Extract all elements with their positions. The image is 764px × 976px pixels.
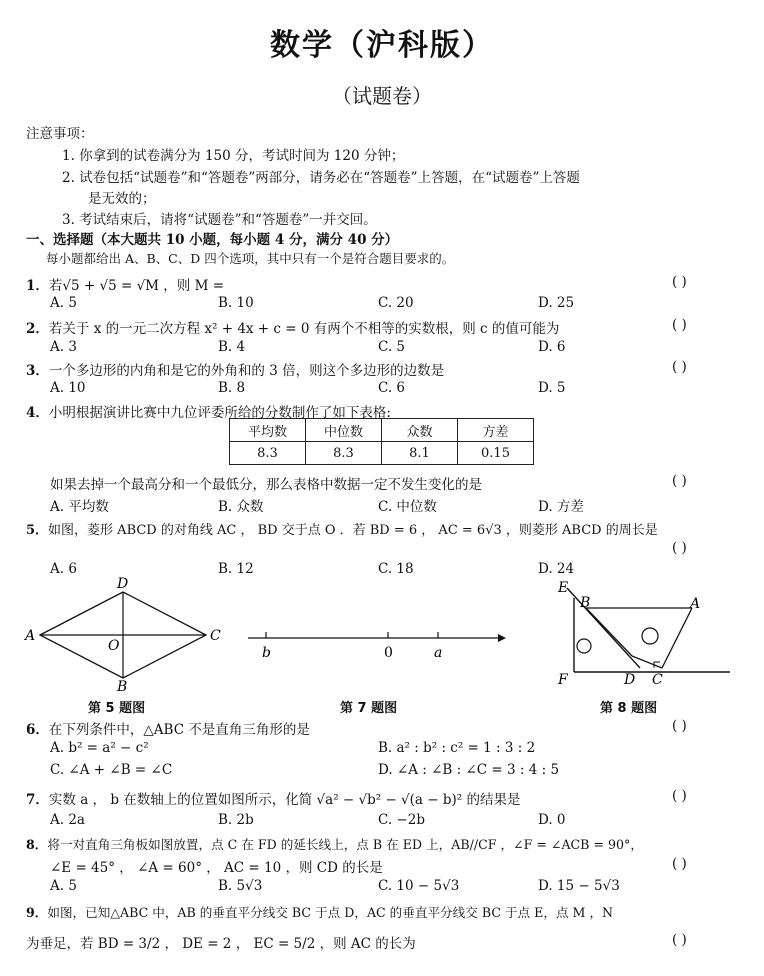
label-b: b — [262, 645, 271, 661]
option-b: B. 12 — [218, 561, 254, 577]
table-row — [230, 442, 534, 465]
option-a: A. 2a — [50, 812, 85, 828]
table-header: 中位数 — [306, 419, 382, 442]
question-6 — [26, 718, 310, 738]
question-stem: 实数 a ， b 在数轴上的位置如图所示，化简 √a² − √b² − √(a − b)² 的结果是 — [48, 792, 521, 808]
option-b: B. 2b — [218, 812, 254, 828]
answer-paren: ( ) — [672, 359, 687, 375]
option-a: A. 5 — [50, 878, 77, 894]
page-title: 数学（沪科版） — [270, 28, 494, 63]
question-stem: 如图，已知△ABC 中，AB 的垂直平分线交 BC 于点 D，AC 的垂直平分线交 BC 于点 E，点 M ，N — [47, 905, 614, 920]
question-stem: 若√5 + √5 = √M ，则 M = — [48, 278, 225, 294]
table-cell: 0.15 — [458, 442, 534, 465]
question-3 — [26, 359, 444, 379]
section-intro: 每小题都给出 A、B、C、D 四个选项，其中只有一个是符合题目要求的。 — [46, 251, 455, 266]
option-d: D. 24 — [538, 561, 575, 577]
question-number: 4． — [26, 405, 49, 421]
figure-8-set-squares — [550, 580, 750, 690]
answer-paren: ( ) — [672, 473, 687, 489]
figure-5-caption: 第 5 题图 — [88, 701, 146, 716]
answer-paren: ( ) — [672, 540, 687, 556]
question-number: 1． — [26, 278, 49, 294]
section-heading: 一、选择题（本大题共 10 小题，每小题 4 分，满分 40 分） — [26, 232, 399, 248]
option-c: C. 中位数 — [378, 499, 437, 515]
figure-7-caption: 第 7 题图 — [340, 701, 398, 716]
answer-paren: ( ) — [672, 856, 687, 872]
question-2 — [26, 317, 559, 337]
option-c: C. 18 — [378, 561, 414, 577]
label-a: a — [434, 645, 443, 661]
question-9 — [26, 902, 613, 921]
table-cell: 8.3 — [306, 442, 382, 465]
hole-circle — [577, 639, 591, 653]
option-a: A. 3 — [50, 339, 77, 355]
label-0: 0 — [384, 645, 393, 661]
option-d: D. ∠A : ∠B : ∠C = 3 : 4 : 5 — [378, 762, 560, 778]
option-d: D. 25 — [538, 295, 575, 311]
question-stem: 将一对直角三角板如图放置，点 C 在 FD 的延长线上，点 B 在 ED 上，AB//CF ，∠F = ∠ACB = 90°， — [47, 837, 643, 852]
table-header-row — [230, 419, 534, 442]
label-c: C — [210, 628, 221, 644]
option-b: B. a² : b² : c² = 1 : 3 : 2 — [378, 740, 536, 756]
question-number: 2． — [26, 321, 49, 337]
question-stem-cont: ∠E = 45° ， ∠A = 60° ， AC = 10 ，则 CD 的长是 — [50, 860, 383, 876]
label-b: B — [117, 679, 128, 695]
notice-item: 是无效的； — [88, 191, 156, 207]
question-number: 8． — [26, 837, 48, 852]
question-stem: 在下列条件中，△ABC 不是直角三角形的是 — [48, 722, 310, 738]
table-cell: 8.3 — [230, 442, 306, 465]
axis-arrow — [498, 634, 506, 642]
option-d: D. 5 — [538, 380, 566, 396]
table-header: 众数 — [382, 419, 458, 442]
question-stem-cont: 为垂足，若 BD = 3/2 ， DE = 2 ， EC = 5/2 ，则 AC 的长为 — [26, 936, 416, 952]
notice-item: 2. 试卷包括“试题卷”和“答题卷”两部分，请务必在“答题卷”上答题，在“试题卷”上答题 — [62, 170, 580, 186]
label-d: D — [624, 672, 636, 688]
page-subtitle: （试题卷） — [332, 84, 432, 108]
option-c: C. −2b — [378, 812, 425, 828]
answer-paren: ( ) — [672, 274, 687, 290]
question-stem: 若关于 x 的一元二次方程 x² + 4x + c = 0 有两个不相等的实数根，则 c 的值可能为 — [48, 321, 560, 337]
option-c: C. 6 — [378, 380, 406, 396]
table-header: 平均数 — [230, 419, 306, 442]
question-7 — [26, 788, 520, 808]
segment-ac — [662, 608, 692, 668]
question-stem: 如图，菱形 ABCD 的对角线 AC ， BD 交于点 O ．若 BD = 6 ， AC = 6√3 ，则菱形 ABCD 的周长是 — [48, 523, 658, 538]
question-number: 7． — [26, 792, 49, 808]
label-b: B — [580, 595, 591, 611]
option-c: C. ∠A + ∠B = ∠C — [50, 762, 173, 778]
segment-bc-inner — [586, 608, 632, 656]
question-1 — [26, 274, 224, 294]
question-number: 9． — [26, 905, 48, 920]
label-f: F — [558, 672, 568, 688]
option-b: B. 10 — [218, 295, 254, 311]
question-number: 5． — [26, 523, 49, 538]
option-b: B. 众数 — [218, 499, 264, 515]
option-a: A. b² = a² − c² — [50, 740, 149, 756]
answer-paren: ( ) — [672, 718, 687, 734]
option-b: B. 5√3 — [218, 878, 263, 894]
question-number: 6． — [26, 722, 49, 738]
label-a: A — [25, 628, 36, 644]
table-header: 方差 — [458, 419, 534, 442]
notice-heading: 注意事项： — [26, 126, 94, 142]
figure-7-number-line — [248, 625, 508, 665]
score-table — [229, 418, 534, 465]
label-a: A — [690, 596, 701, 612]
label-c: C — [652, 672, 663, 688]
figure-8-caption: 第 8 题图 — [600, 701, 658, 716]
question-number: 3． — [26, 363, 49, 379]
option-b: B. 8 — [218, 380, 246, 396]
question-stem: 一个多边形的内角和是它的外角和的 3 倍，则这个多边形的边数是 — [48, 363, 445, 379]
question-stem: 小明根据演讲比赛中九位评委所给的分数制作了如下表格: — [48, 405, 391, 421]
hole-circle — [642, 628, 658, 644]
option-a: A. 10 — [50, 380, 86, 396]
question-stem-cont: 如果去掉一个最高分和一个最低分，那么表格中数据一定不发生变化的是 — [50, 477, 482, 493]
option-a: A. 6 — [50, 561, 77, 577]
answer-paren: ( ) — [672, 788, 687, 804]
option-d: D. 6 — [538, 339, 566, 355]
notice-item: 1. 你拿到的试卷满分为 150 分，考试时间为 120 分钟； — [62, 148, 405, 164]
label-e: E — [558, 580, 569, 596]
label-d: D — [117, 576, 129, 592]
answer-paren: ( ) — [672, 932, 687, 948]
option-a: A. 平均数 — [50, 499, 109, 515]
option-b: B. 4 — [218, 339, 246, 355]
segment-ed — [567, 588, 640, 668]
option-c: C. 10 − 5√3 — [378, 878, 460, 894]
question-8 — [26, 834, 643, 853]
notice-item: 3. 考试结束后，请将“试题卷”和“答题卷”一并交回。 — [62, 212, 377, 228]
option-c: C. 20 — [378, 295, 414, 311]
answer-paren: ( ) — [672, 317, 687, 333]
question-5 — [26, 519, 658, 538]
option-d: D. 方差 — [538, 499, 584, 515]
label-o: O — [108, 638, 120, 654]
option-d: D. 15 − 5√3 — [538, 878, 620, 894]
option-d: D. 0 — [538, 812, 566, 828]
option-a: A. 5 — [50, 295, 77, 311]
option-c: C. 5 — [378, 339, 406, 355]
table-cell: 8.1 — [382, 442, 458, 465]
figure-5-rhombus — [20, 578, 230, 693]
